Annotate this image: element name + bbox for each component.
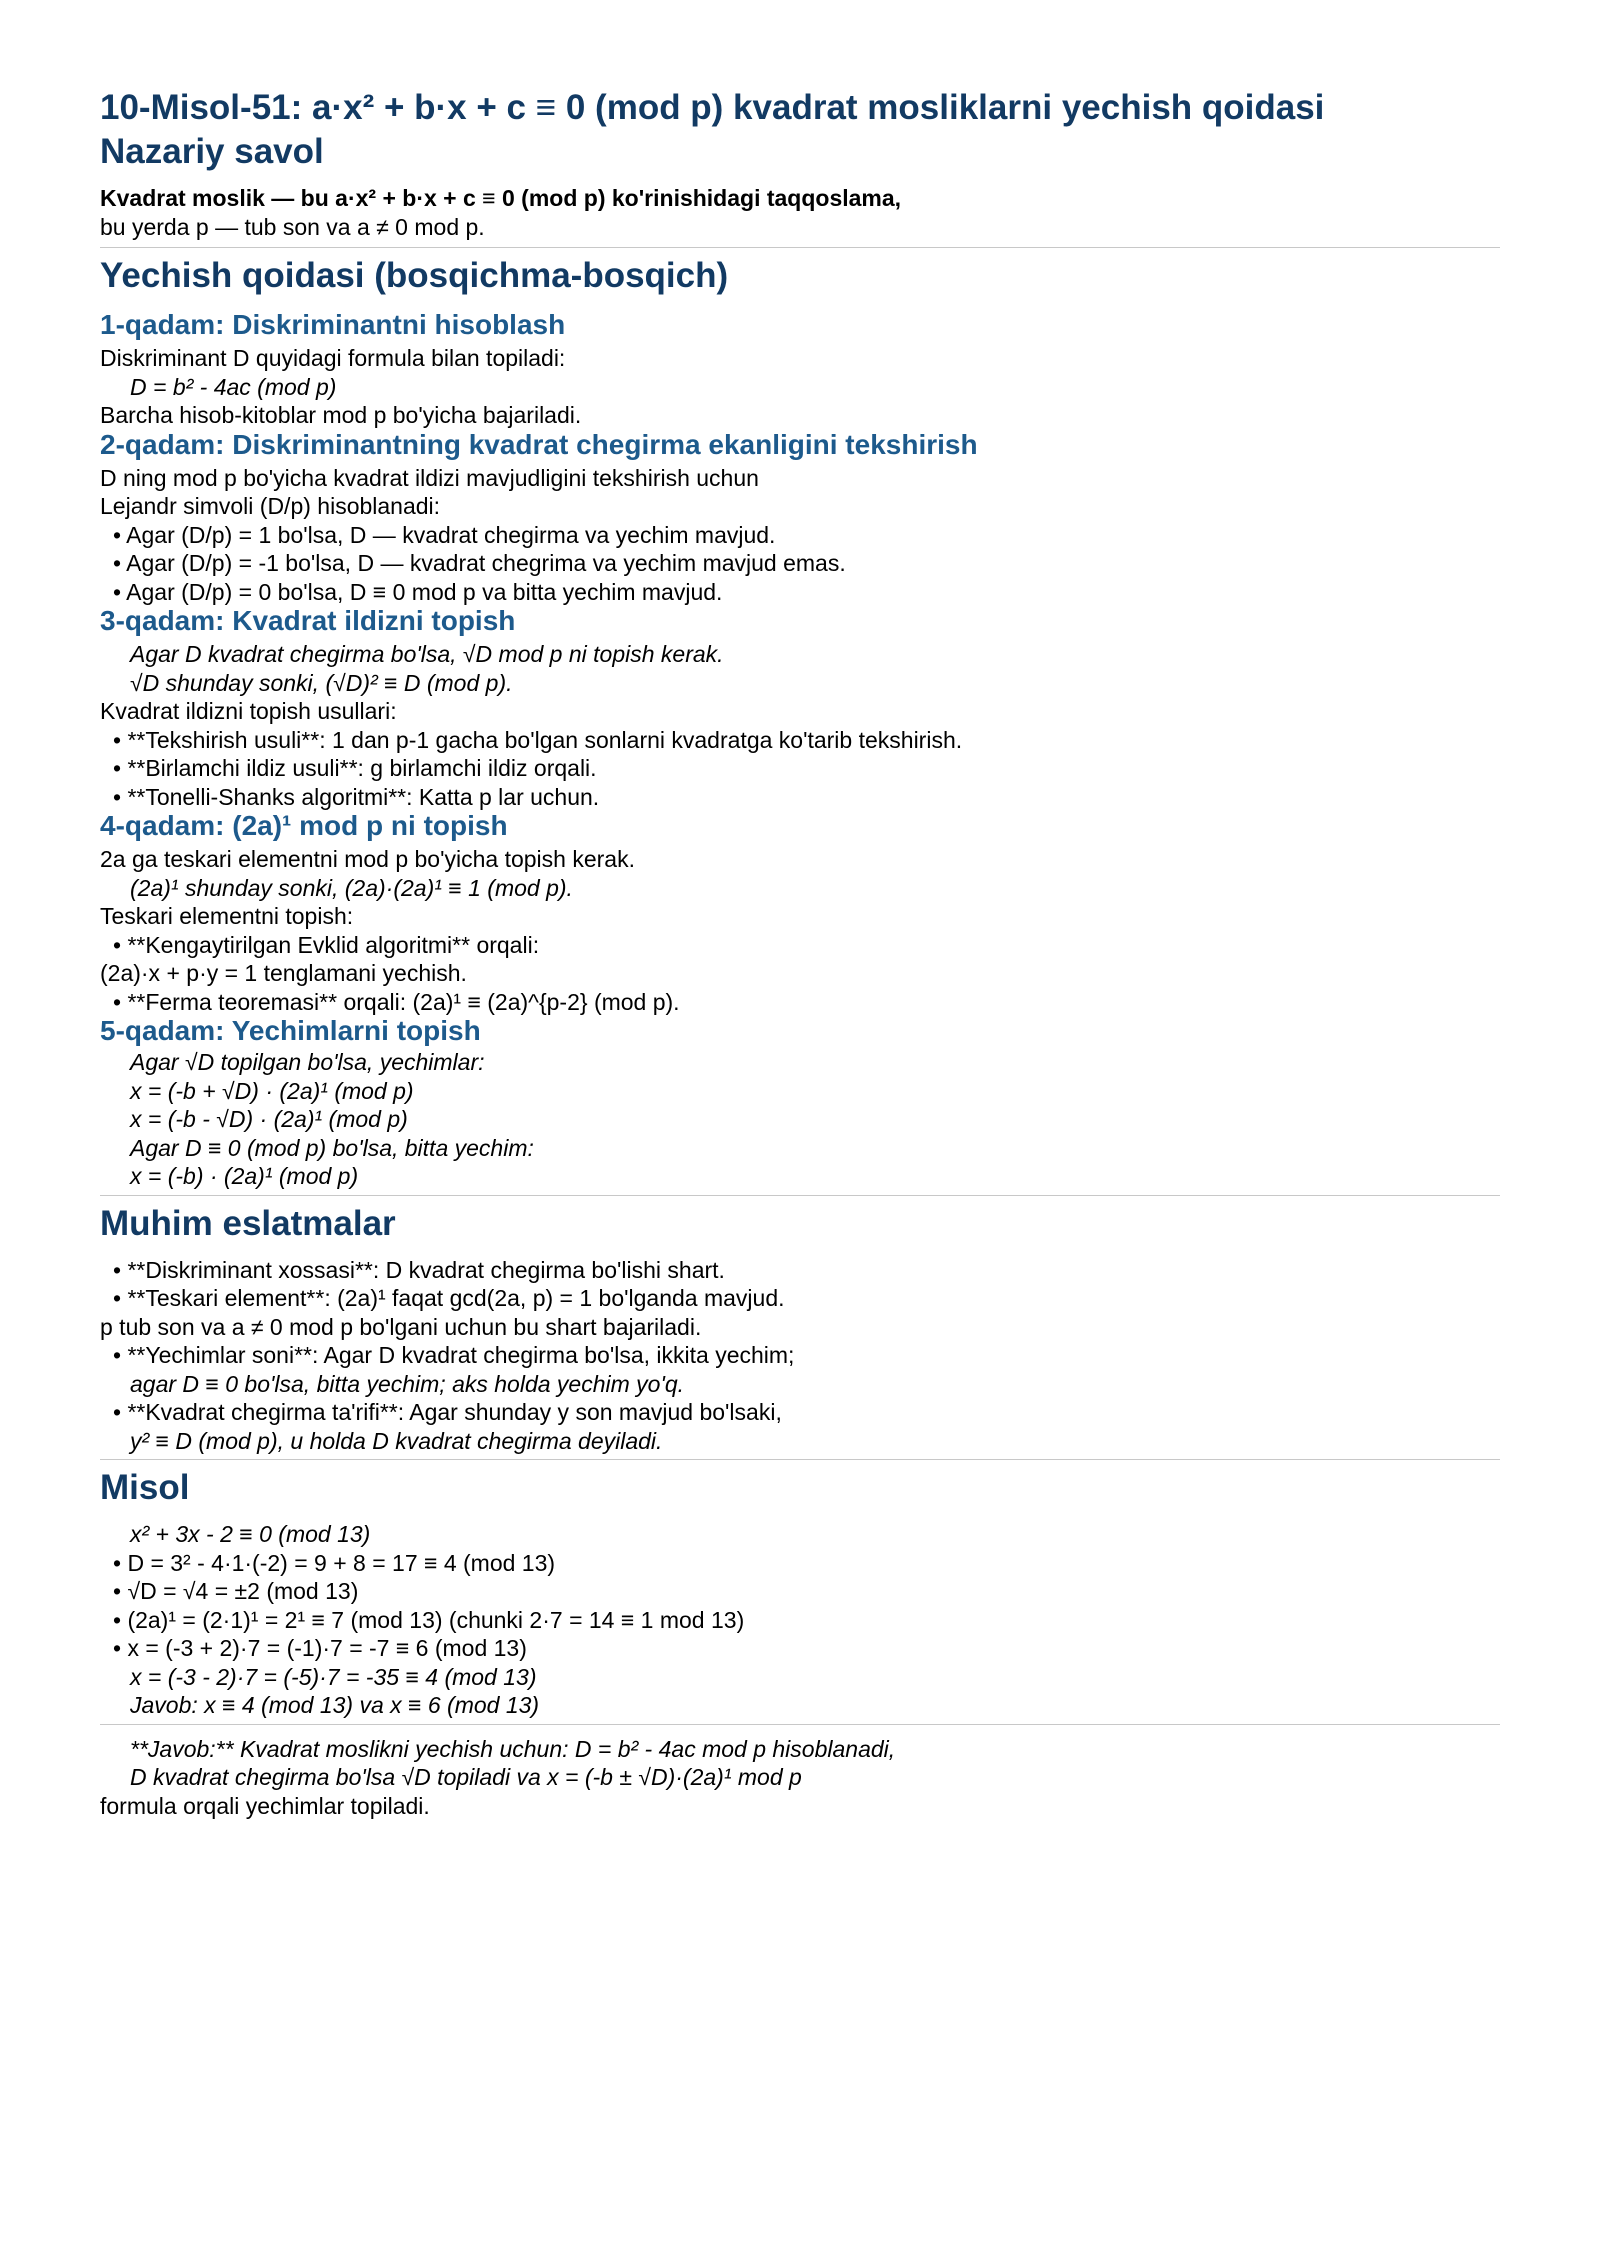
- step2-bullet: • Agar (D/p) = 0 bo'lsa, D ≡ 0 mod p va bitta yechim mavjud.: [113, 578, 723, 605]
- step4-line: Teskari elementni topish:: [100, 903, 354, 929]
- notes-bullet: • **Kvadrat chegirma ta'rifi**: Agar shunday y son mavjud bo'lsaki,: [113, 1399, 782, 1425]
- answer-line: **Javob:** Kvadrat moslikni yechish uchun: D = b² - 4ac mod p hisoblanadi,: [130, 1735, 896, 1762]
- step4-heading: 4-qadam: (2a)¹ mod p ni topish: [100, 810, 508, 841]
- example-bullet: • √D = √4 = ±2 (mod 13): [113, 1578, 359, 1604]
- answer-line: formula orqali yechimlar topiladi.: [100, 1792, 430, 1819]
- notes-line: y² ≡ D (mod p), u holda D kvadrat chegirma deyiladi.: [130, 1427, 663, 1454]
- step5-heading: 5-qadam: Yechimlarni topish: [100, 1015, 481, 1046]
- notes-bullet: • **Teskari element**: (2a)¹ faqat gcd(2a, p) = 1 bo'lganda mavjud.: [113, 1285, 785, 1311]
- page-subtitle: Nazariy savol: [100, 132, 324, 171]
- step5-line: Agar √D topilgan bo'lsa, yechimlar:: [130, 1049, 485, 1075]
- step5-line: Agar D ≡ 0 (mod p) bo'lsa, bitta yechim:: [130, 1134, 534, 1161]
- step5-line: x = (-b) · (2a)¹ (mod p): [130, 1163, 359, 1189]
- step2-heading: 2-qadam: Diskriminantning kvadrat chegirma ekanligini tekshirish: [100, 428, 978, 460]
- step4-line: 2a ga teskari elementni mod p bo'yicha topish kerak.: [100, 846, 635, 872]
- step3-line: Kvadrat ildizni topish usullari:: [100, 698, 397, 724]
- step4-line: (2a)¹ shunday sonki, (2a)·(2a)¹ ≡ 1 (mod p).: [130, 874, 573, 901]
- step4-line: (2a)·x + p·y = 1 tenglamani yechish.: [100, 960, 467, 986]
- step2-line: D ning mod p bo'yicha kvadrat ildizi mavjudligini tekshirish uchun: [100, 464, 759, 491]
- example-bullet: • D = 3² - 4·1·(-2) = 9 + 8 = 17 ≡ 4 (mod 13): [113, 1549, 556, 1576]
- notes-bullet: • **Diskriminant xossasi**: D kvadrat chegirma bo'lishi shart.: [113, 1256, 725, 1283]
- intro-line-2: bu yerda p — tub son va a ≠ 0 mod p.: [100, 213, 485, 240]
- divider: [100, 1459, 1500, 1460]
- step2-line: Lejandr simvoli (D/p) hisoblanadi:: [100, 493, 441, 519]
- example-heading: Misol: [100, 1468, 190, 1507]
- divider: [100, 247, 1500, 248]
- step3-heading: 3-qadam: Kvadrat ildizni topish: [100, 605, 516, 636]
- step3-bullet: • **Tekshirish usuli**: 1 dan p-1 gacha bo'lgan sonlarni kvadratga ko'tarib tekshirish.: [113, 726, 963, 753]
- method-heading: Yechish qoidasi (bosqichma-bosqich): [100, 256, 729, 295]
- step1-formula: D = b² - 4ac (mod p): [130, 373, 337, 400]
- step2-bullet: • Agar (D/p) = -1 bo'lsa, D — kvadrat chegrima va yechim mavjud emas.: [113, 550, 846, 576]
- example-bullet: • (2a)¹ = (2·1)¹ = 2¹ ≡ 7 (mod 13) (chunki 2·7 = 14 ≡ 1 mod 13): [113, 1606, 745, 1633]
- page-title: 10-Misol-51: a·x² + b·x + c ≡ 0 (mod p) kvadrat mosliklarni yechish qoidasi: [100, 88, 1325, 127]
- example-answer: Javob: x ≡ 4 (mod 13) va x ≡ 6 (mod 13): [130, 1692, 540, 1718]
- step3-line: √D shunday sonki, (√D)² ≡ D (mod p).: [130, 669, 513, 696]
- example-equation: x² + 3x - 2 ≡ 0 (mod 13): [130, 1521, 371, 1547]
- step4-bullet: • **Kengaytirilgan Evklid algoritmi** orqali:: [113, 931, 540, 958]
- notes-bullet: • **Yechimlar soni**: Agar D kvadrat chegirma bo'lsa, ikkita yechim;: [113, 1342, 795, 1368]
- step4-bullet: • **Ferma teoremasi** orqali: (2a)¹ ≡ (2a)^{p-2} (mod p).: [113, 988, 680, 1015]
- example-line: x = (-3 - 2)·7 = (-5)·7 = -35 ≡ 4 (mod 13): [130, 1663, 537, 1690]
- step1-heading: 1-qadam: Diskriminantni hisoblash: [100, 309, 566, 340]
- step5-line: x = (-b - √D) · (2a)¹ (mod p): [130, 1106, 408, 1132]
- step1-line: Diskriminant D quyidagi formula bilan topiladi:: [100, 345, 566, 371]
- notes-line: agar D ≡ 0 bo'lsa, bitta yechim; aks holda yechim yo'q.: [130, 1370, 685, 1397]
- answer-line: D kvadrat chegirma bo'lsa √D topiladi va x = (-b ± √D)·(2a)¹ mod p: [130, 1764, 802, 1790]
- intro-line-1: Kvadrat moslik — bu a·x² + b·x + c ≡ 0 (mod p) ko'rinishidagi taqqoslama,: [100, 185, 902, 211]
- notes-line: p tub son va a ≠ 0 mod p bo'lgani uchun bu shart bajariladi.: [100, 1313, 702, 1340]
- example-bullet: • x = (-3 + 2)·7 = (-1)·7 = -7 ≡ 6 (mod 13): [113, 1635, 527, 1661]
- step5-line: x = (-b + √D) · (2a)¹ (mod p): [130, 1077, 414, 1104]
- notes-heading: Muhim eslatmalar: [100, 1203, 396, 1243]
- step3-line: Agar D kvadrat chegirma bo'lsa, √D mod p ni topish kerak.: [130, 641, 724, 667]
- step3-bullet: • **Tonelli-Shanks algoritmi**: Katta p lar uchun.: [113, 783, 600, 810]
- step2-bullet: • Agar (D/p) = 1 bo'lsa, D — kvadrat chegirma va yechim mavjud.: [113, 521, 776, 548]
- step3-bullet: • **Birlamchi ildiz usuli**: g birlamchi ildiz orqali.: [113, 755, 597, 781]
- divider: [100, 1195, 1500, 1196]
- step1-line: Barcha hisob-kitoblar mod p bo'yicha bajariladi.: [100, 402, 582, 428]
